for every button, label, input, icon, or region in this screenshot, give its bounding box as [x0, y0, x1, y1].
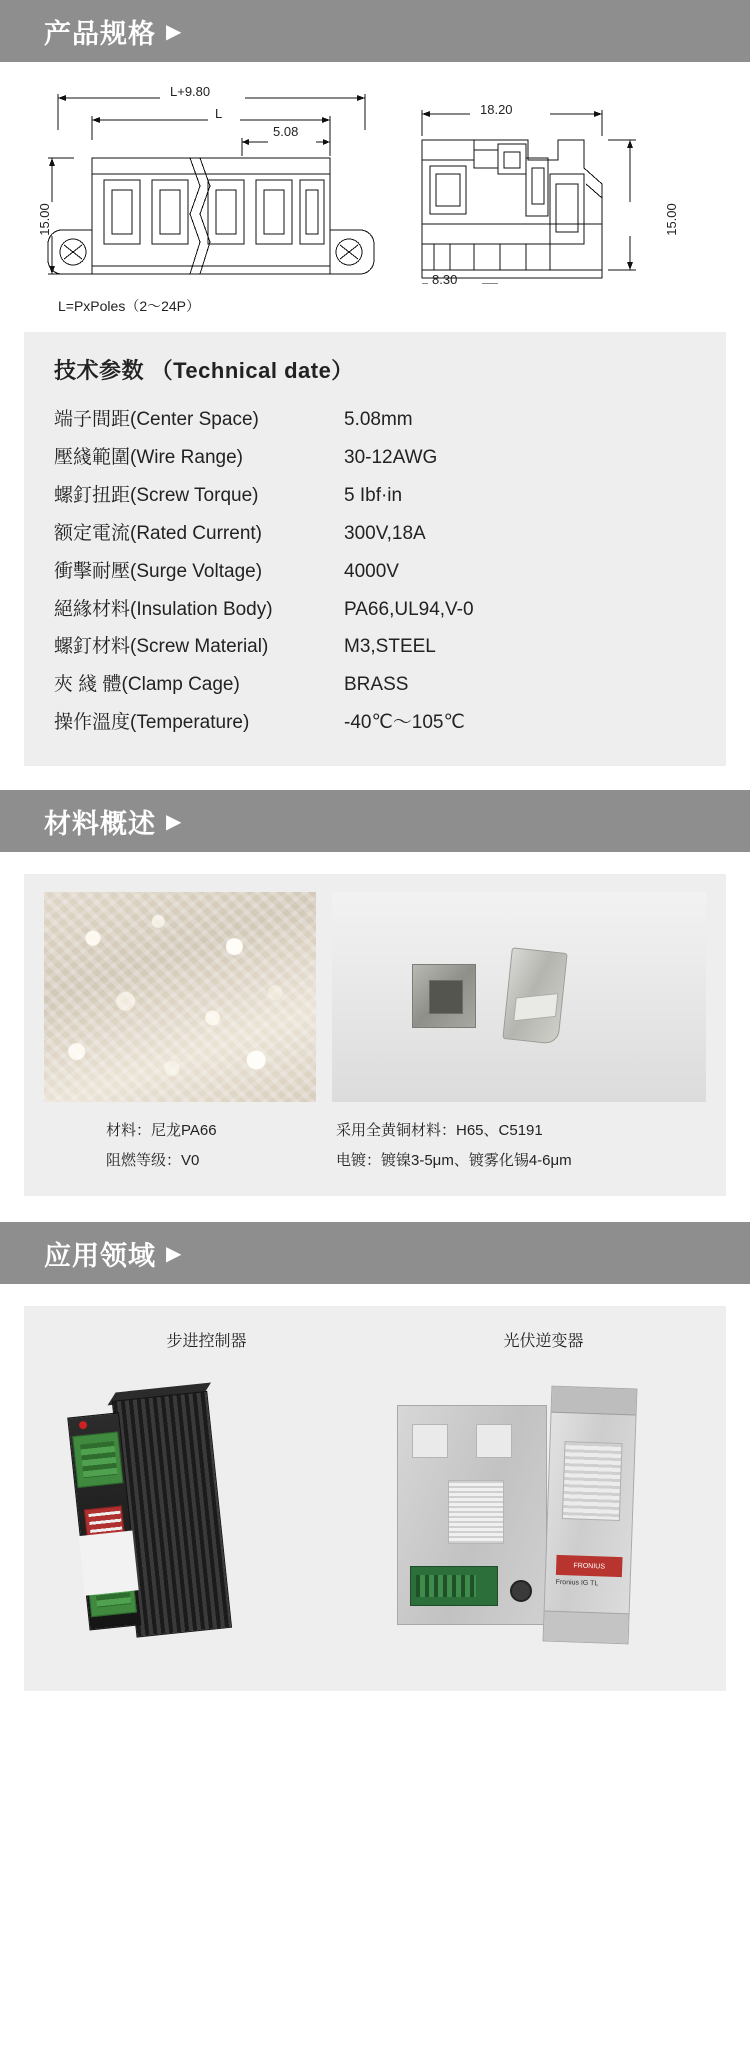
- technical-drawing-area: [0, 62, 750, 287]
- stepper-controller-photo: [38, 1365, 375, 1665]
- application-caption: 光伏逆变器: [503, 1333, 584, 1351]
- spec-row: [24, 401, 726, 439]
- spec-value: PA66,UL94,V-0: [344, 598, 474, 620]
- section-banner-material: [0, 790, 750, 852]
- spec-row: [24, 477, 726, 515]
- material-line: 阻燃等级：V0: [106, 1152, 200, 1170]
- spec-row: [24, 515, 726, 553]
- status-led-icon: [79, 1421, 88, 1430]
- dim-label-height-left: 15.00: [36, 203, 52, 236]
- application-box: [24, 1306, 726, 1691]
- material-box: [24, 874, 726, 1196]
- drawing-svg: [30, 84, 720, 284]
- inverter-closed-unit: FRONIUS Fronius IG TL: [543, 1386, 638, 1645]
- solar-inverter-photo: [375, 1365, 712, 1665]
- section-banner-spec: [0, 0, 750, 62]
- technical-parameters-box: [24, 332, 726, 766]
- dim-label-width-right: 18.20: [480, 102, 513, 117]
- clamp-clip-part: [502, 947, 567, 1044]
- spec-row: [24, 591, 726, 629]
- dim-label-base: 8.30: [432, 272, 458, 287]
- spec-key: 衝擊耐壓(Surge Voltage): [54, 560, 263, 582]
- application-item-stepper: [38, 1328, 375, 1665]
- spec-value: 30-12AWG: [344, 446, 438, 468]
- application-row: [38, 1328, 712, 1665]
- spec-row: [24, 628, 726, 666]
- spec-value: 4000V: [344, 560, 399, 582]
- section-banner-application-label: 应用领域: [44, 1240, 156, 1271]
- clamp-cage-part: [412, 964, 476, 1028]
- material-line: 采用全黄铜材料：H65、C5191: [336, 1122, 543, 1140]
- terminal-block-top: [72, 1432, 123, 1489]
- spec-key: 夾 綫 體(Clamp Cage): [54, 674, 240, 696]
- chevron-right-icon: ▶: [166, 21, 182, 43]
- spec-key: 额定電流(Rated Current): [54, 522, 262, 544]
- section-banner-application: [0, 1222, 750, 1284]
- material-line: 材料：尼龙PA66: [106, 1122, 217, 1140]
- chevron-right-icon: ▶: [166, 1243, 182, 1266]
- spec-value: 5.08mm: [344, 409, 413, 430]
- spec-key: 絕緣材料(Insulation Body): [54, 598, 273, 620]
- spec-key: 端子間距(Center Space): [54, 409, 259, 430]
- spec-row: [24, 704, 726, 742]
- material-images: [44, 892, 706, 1102]
- spec-row: [24, 553, 726, 591]
- spec-value: 5 Ibf·in: [344, 484, 403, 506]
- chevron-right-icon: ▶: [166, 811, 182, 834]
- inverter-open-chassis: [397, 1405, 547, 1625]
- material-text: [44, 1116, 706, 1176]
- section-banner-spec-label: 产品规格: [44, 18, 156, 49]
- spec-row: [24, 666, 726, 704]
- section-banner-material-label: 材料概述: [44, 808, 156, 839]
- spec-value: M3,STEEL: [344, 636, 436, 658]
- spec-value: BRASS: [344, 674, 409, 696]
- spec-value: 300V,18A: [344, 522, 426, 544]
- dim-label-l: L: [215, 106, 223, 121]
- dim-label-l-plus: L+9.80: [170, 84, 211, 99]
- application-caption: 步进控制器: [166, 1333, 247, 1351]
- spec-key: 壓綫範圍(Wire Range): [54, 446, 243, 468]
- technical-parameters-title: 技术参数 （Technical date）: [54, 358, 354, 383]
- brass-parts-photo: [332, 892, 706, 1102]
- plastic-pellets-photo: [44, 892, 316, 1102]
- material-left-column: [106, 1116, 336, 1176]
- spec-key: 操作溫度(Temperature): [54, 712, 250, 734]
- spec-key: 螺釘材料(Screw Material): [54, 636, 269, 658]
- application-item-inverter: [375, 1328, 712, 1665]
- spec-value: -40℃～105℃: [344, 712, 465, 734]
- drawing-note: L=PxPoles（2～24P）: [58, 298, 201, 314]
- dim-label-pitch: 5.08: [273, 124, 299, 139]
- technical-drawing: [30, 84, 720, 287]
- product-label: [79, 1531, 139, 1596]
- spec-key: 螺釘扭距(Screw Torque): [54, 484, 259, 506]
- material-line: 电镀：镀镍3-5μm、镀雾化锡4-6μm: [336, 1152, 572, 1170]
- spec-row: [24, 439, 726, 477]
- material-right-column: [336, 1116, 706, 1176]
- dim-label-height-right: 15.00: [663, 203, 679, 236]
